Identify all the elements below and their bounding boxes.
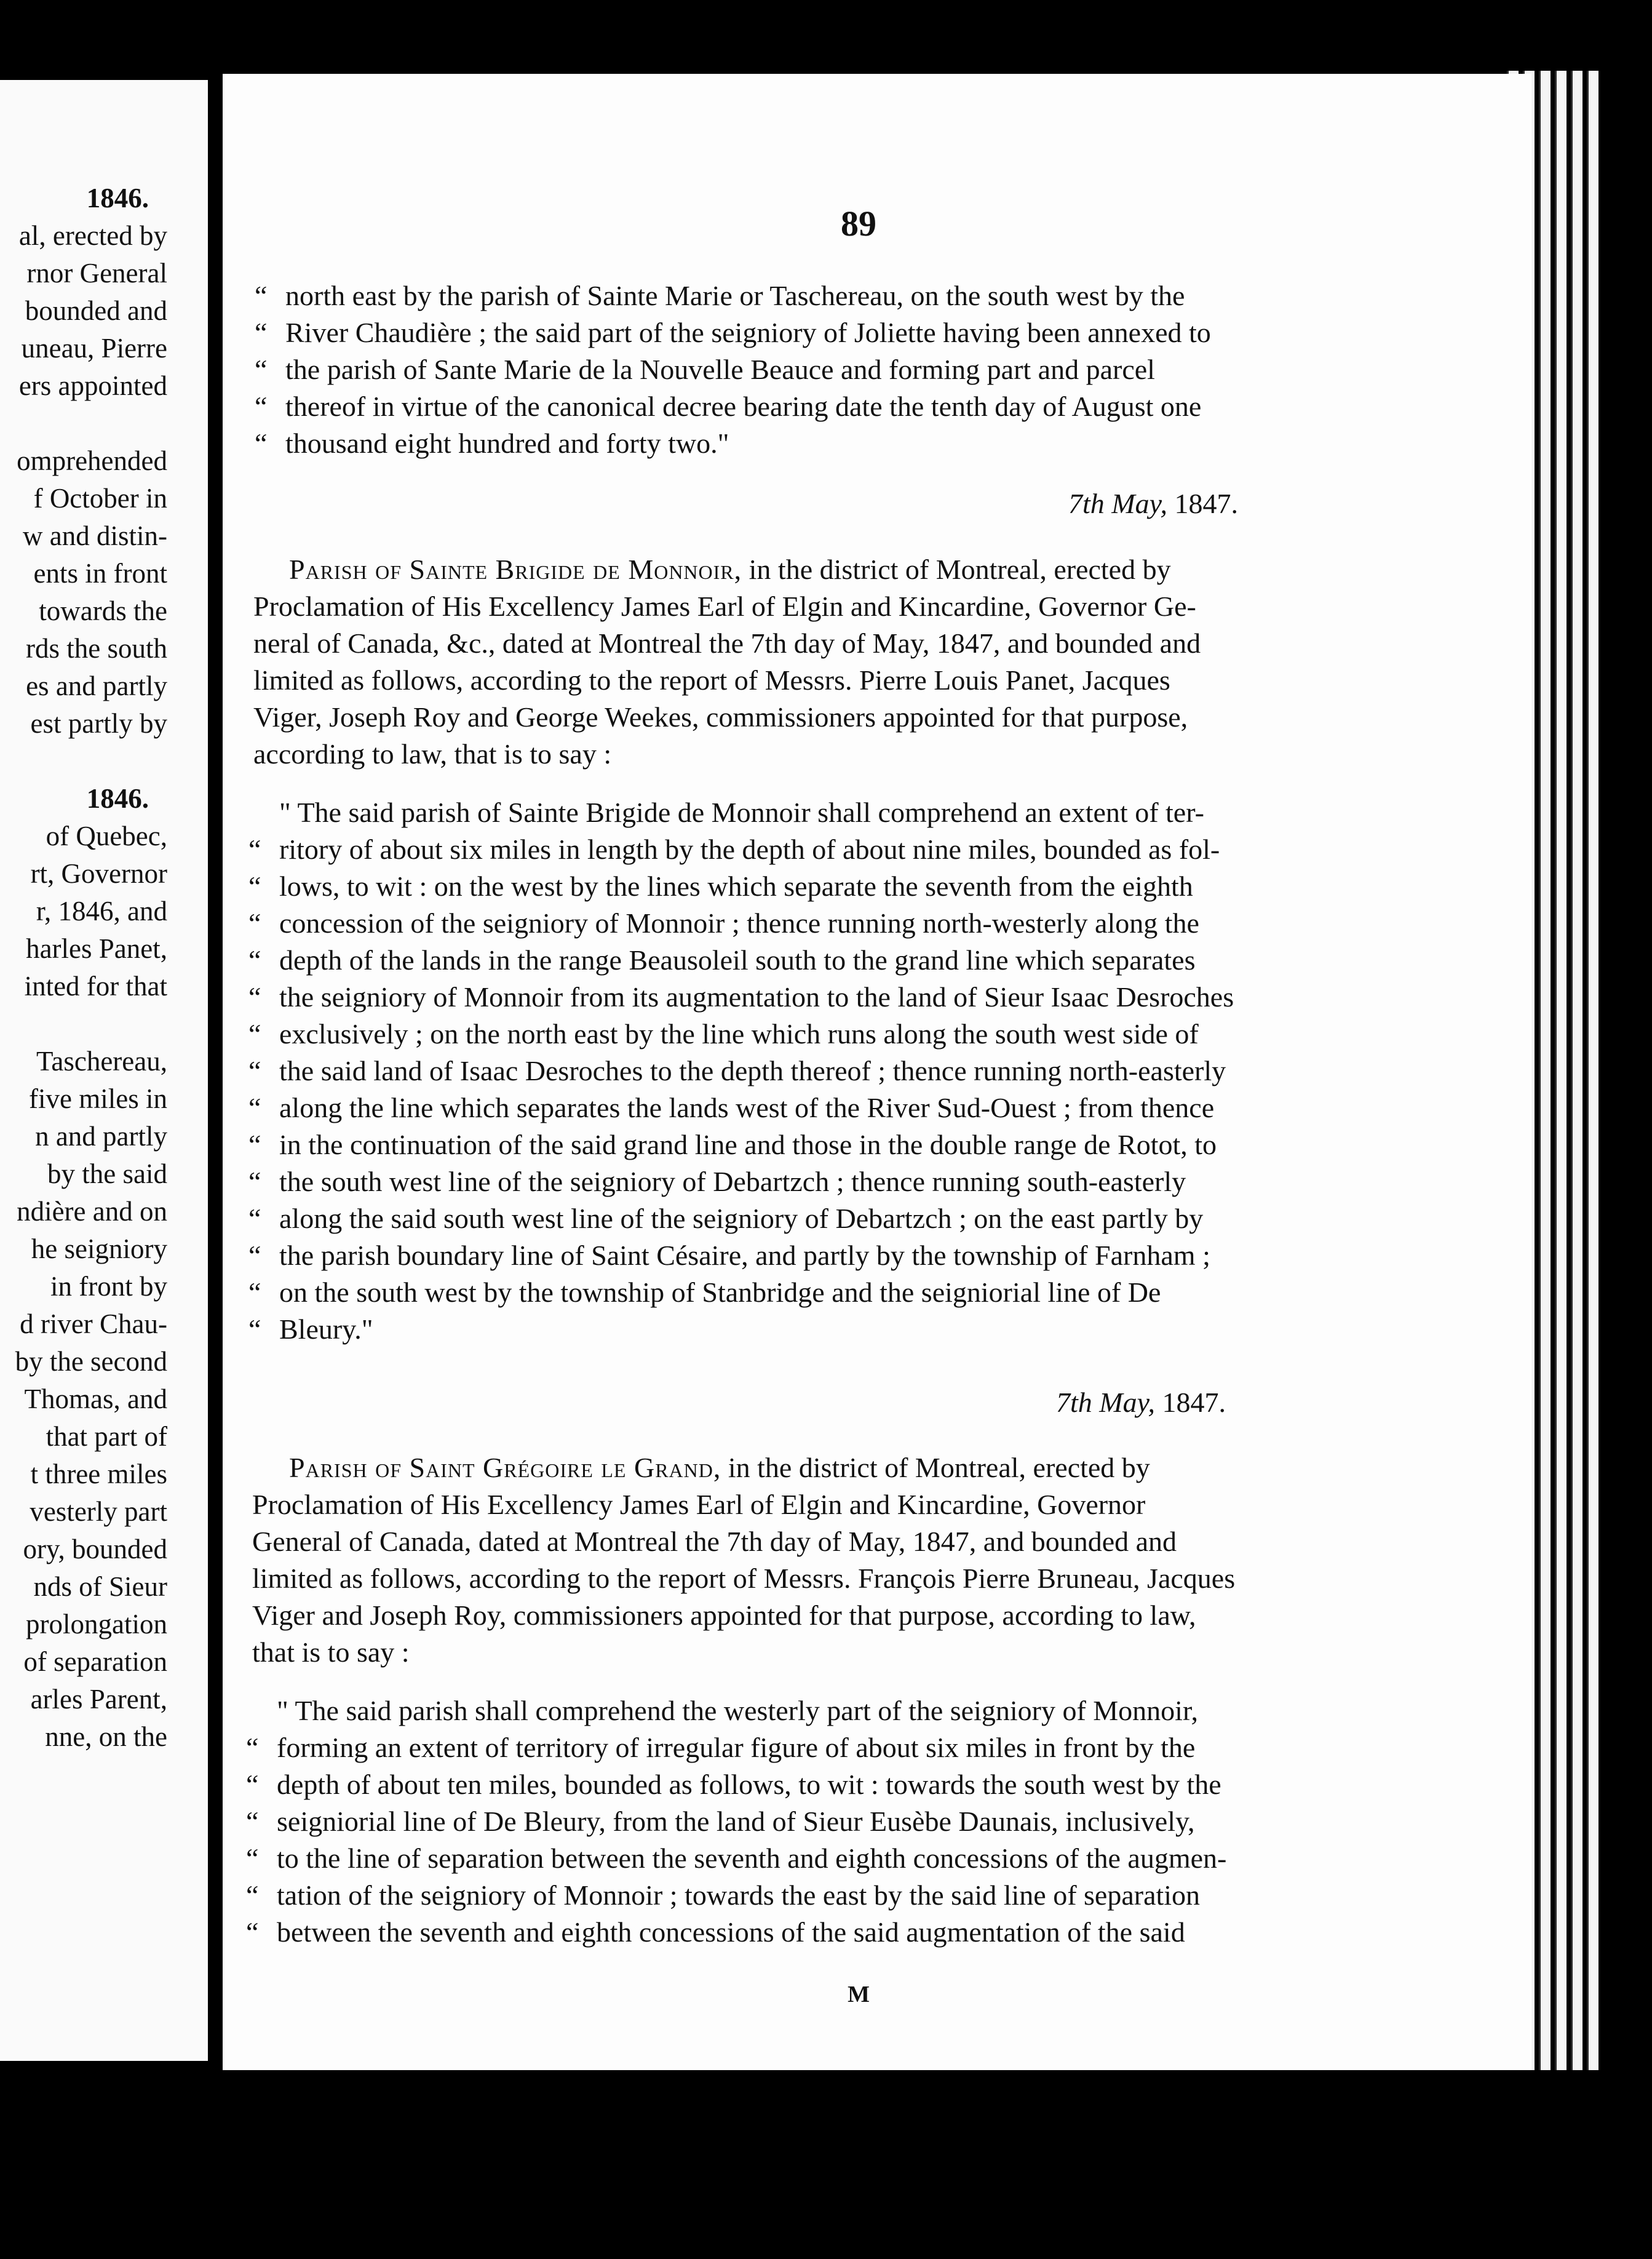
section-text: in the district of Montreal, erected by: [728, 1452, 1150, 1483]
left-page-line: ents in front: [33, 558, 167, 589]
section-text: that is to say :: [252, 1636, 410, 1668]
left-page-line: t three miles: [30, 1459, 167, 1489]
left-page-line: rnor General: [26, 258, 167, 289]
page-number: 89: [841, 204, 876, 244]
quote-line: " The said parish shall comprehend the westerly part of the seigniory of Monnoir,: [277, 1695, 1198, 1726]
section-heading: Parish of Sainte Brigide de Monnoir,: [289, 554, 742, 585]
left-page-line: 1846.: [86, 183, 149, 213]
quote-line: on the south west by the township of Stanbridge and the seigniorial line of De: [279, 1277, 1161, 1308]
left-page-line: by the said: [47, 1158, 167, 1189]
left-page-line: prolongation: [26, 1609, 167, 1639]
section-text: Proclamation of His Excellency James Earl of Elgin and Kincardine, Governor: [252, 1489, 1146, 1520]
quote-line: depth of about ten miles, bounded as follows, to wit : towards the south west by the: [277, 1769, 1221, 1800]
left-page-line: bounded and: [25, 295, 167, 326]
section-text: according to law, that is to say :: [253, 738, 612, 770]
section-text: limited as follows, according to the report of Messrs. François Pierre Bruneau, Jacques: [252, 1563, 1236, 1594]
quote-line: the seigniory of Monnoir from its augmentation to the land of Sieur Isaac Desroches: [279, 981, 1234, 1013]
left-page-line: he seigniory: [31, 1233, 167, 1264]
section-text: Viger and Joseph Roy, commissioners appointed for that purpose, according to law,: [252, 1600, 1196, 1631]
left-page-line: arles Parent,: [30, 1684, 167, 1715]
quote-line: the said land of Isaac Desroches to the depth thereof ; thence running north-easterly: [279, 1055, 1226, 1086]
left-page-line: inted for that: [24, 971, 167, 1002]
left-page-line: nne, on the: [45, 1721, 167, 1752]
left-page-line: rt, Governor: [30, 858, 167, 889]
section-heading: Parish of Saint Grégoire le Grand,: [289, 1452, 721, 1483]
quote-line: lows, to wit : on the west by the lines which separate the seventh from the eighth: [279, 871, 1193, 902]
left-page-line: n and partly: [35, 1121, 167, 1152]
quote-line: depth of the lands in the range Beausoleil south to the grand line which separates: [279, 944, 1196, 976]
page-edge: [1571, 71, 1583, 2070]
document-page: 89 “ north east by the parish of Sainte Marie or Taschereau, on the south west by the “ River Chaudière ; the said part of the seigniory of Joliette having been annexed to “ the parish of Sante Marie de la Nouvelle Beauce and forming part and parcel “ thereof in virtue of the canonical decree bearing date the tenth day of August one “ thousand eight hundred and forty two." 7th May, 1847. Parish of Sainte Brigide de Monnoir, in the district of Montreal, erected by Proclamation of His Excellency James Earl of Elgin and Kincardine, Governor Ge- neral of Canada, &c., dated at Montreal the 7th day of May, 1847, and bounded and limited as follows, according to the report of Messrs. Pierre Louis Panet, Jacques Viger, Joseph Roy and George Weekes, commissioners appointed for that purpose, according to law, that is to say : " The said parish of Sainte Brigide de Monnoir shall comprehend an extent of ter- “ ritory of about six miles in length by the depth of about nine miles, bounded as fol- “ lows, to wit : on the west by the lines which separate the seventh from the eighth “ concession of the seigniory of Monnoir ; thence running north-westerly along the “ depth of the lands in the range Beausoleil south to the grand line which separates “ the seigniory of Monnoir from its augmentation to the land of Sieur Isaac Desroches “ exclusively ; on the north east by the line which runs along the south west side of “ the said land of Isaac Desroches to the depth thereof ; thence running north-easterly “ along the line which separates the lands west of the River Sud-Ouest ; from thence “ in the continuation of the said grand line and those in the double range de Rotot, to “ the south west line of the seigniory of Debartzch ; thence running south-easterly “ along the said south west line of the seigniory of Debartzch ; on the east partly by “ the parish boundary line of Saint Césaire, and partly by the township of Farnham ; “ on the south west by the township of Stanbridge and the seigniorial line of De “ Bleury." 7th May, 1847. Parish of Saint Grégoire le Grand, in the district of Montreal, erected by Proclamation of His Excellency James Earl of Elgin and Kincardine, Governor General of Canada, dated at Montreal the 7th day of May, 1847, and bounded and limited as follows, according to the report of Messrs. François Pierre Bruneau, Jacques Viger and Joseph Roy, commissioners appointed for that purpose, according to law, that is to say : " The said parish shall comprehend the westerly part of the seigniory of Monnoir, “ forming an extent of territory of irregular figure of about six miles in front by the “ depth of about ten miles, bounded as follows, to wit : towards the south west by the “ seigniorial line of De Bleury, from the land of Sieur Eusèbe Daunais, inclusively, “ to the line of separation between the seventh and eighth concessions of the augmen- “ tation of the seigniory of Monnoir ; towards the east by the said line of separation “ between the seventh and eighth concessions of the said augmentation of the said M: [223, 74, 1531, 2070]
left-page-line: by the second: [15, 1346, 167, 1377]
left-page-line: est partly by: [30, 708, 167, 739]
quote-line: tation of the seigniory of Monnoir ; towards the east by the said line of separation: [277, 1879, 1201, 1911]
page-edge: [1539, 71, 1551, 2070]
left-page-line: r, 1846, and: [36, 896, 167, 926]
section-date: 7th May, 1847.: [1068, 488, 1238, 519]
left-page-line: vesterly part: [30, 1496, 167, 1527]
quote-line: in the continuation of the said grand line and those in the double range de Rotot, to: [279, 1129, 1217, 1160]
left-page-line: towards the: [39, 596, 167, 626]
quote-line: the south west line of the seigniory of Debartzch ; thence running south-easterly: [279, 1166, 1186, 1197]
section-text: Proclamation of His Excellency James Earl of Elgin and Kincardine, Governor Ge-: [253, 591, 1196, 622]
page-edge: [1587, 71, 1598, 2070]
section-text: in the district of Montreal, erected by: [749, 554, 1171, 585]
quote-line: concession of the seigniory of Monnoir ; thence running north-westerly along the: [279, 907, 1199, 939]
quote-line: River Chaudière ; the said part of the seigniory of Joliette having been annexed to: [285, 317, 1211, 348]
quote-line: along the line which separates the lands west of the River Sud-Ouest ; from thence: [279, 1092, 1215, 1123]
left-page-line: five miles in: [29, 1083, 167, 1114]
left-page-line: al, erected by: [18, 220, 167, 251]
section-date: 7th May, 1847.: [1056, 1387, 1226, 1418]
previous-page: [0, 80, 208, 2061]
left-page-line: that part of: [46, 1421, 167, 1452]
quote-line: ritory of about six miles in length by the depth of about nine miles, bounded as fol-: [279, 834, 1220, 865]
left-page-line: rds the south: [26, 633, 167, 664]
quote-line: the parish boundary line of Saint Césaire, and partly by the township of Farnham ;: [279, 1240, 1210, 1271]
left-page-line: in front by: [50, 1271, 167, 1302]
quote-line: north east by the parish of Sainte Marie or Taschereau, on the south west by the: [285, 280, 1185, 311]
left-page-line: omprehended: [17, 445, 167, 476]
section-text: limited as follows, according to the report of Messrs. Pierre Louis Panet, Jacques: [253, 664, 1170, 696]
quote-line: seigniorial line of De Bleury, from the land of Sieur Eusèbe Daunais, inclusively,: [277, 1806, 1195, 1837]
left-page-line: nds of Sieur: [33, 1571, 167, 1602]
signature-mark: M: [848, 1982, 870, 2007]
left-page-line: of separation: [23, 1646, 167, 1677]
left-page-line: ers appointed: [18, 370, 167, 401]
quote-line: forming an extent of territory of irregular figure of about six miles in front by the: [277, 1732, 1196, 1763]
left-page-line: uneau, Pierre: [21, 333, 167, 364]
left-page-line: ndière and on: [17, 1196, 167, 1227]
quote-line: thousand eight hundred and forty two.": [285, 428, 729, 459]
left-page-line: ory, bounded: [23, 1534, 167, 1564]
section-text: General of Canada, dated at Montreal the 7th day of May, 1847, and bounded and: [252, 1526, 1177, 1557]
left-page-line: es and partly: [26, 671, 167, 701]
quote-line: " The said parish of Sainte Brigide de Monnoir shall comprehend an extent of ter-: [279, 797, 1204, 828]
left-page-line: f October in: [33, 483, 167, 514]
left-page-line: d river Chau-: [20, 1309, 167, 1339]
quote-line: thereof in virtue of the canonical decree bearing date the tenth day of August one: [285, 391, 1202, 422]
quote-line: Bleury.": [279, 1313, 373, 1345]
left-page-line: harles Panet,: [26, 933, 167, 964]
left-page-line: of Quebec,: [46, 821, 167, 851]
quote-line: the parish of Sante Marie de la Nouvelle Beauce and forming part and parcel: [285, 354, 1155, 385]
section-text: Viger, Joseph Roy and George Weekes, commissioners appointed for that purpose,: [253, 701, 1188, 733]
page-edge: [1555, 71, 1567, 2070]
section-text: neral of Canada, &c., dated at Montreal the 7th day of May, 1847, and bounded and: [253, 628, 1201, 659]
quote-line: exclusively ; on the north east by the line which runs along the south west side of: [279, 1018, 1199, 1050]
left-page-line: Thomas, and: [24, 1384, 167, 1414]
left-page-line: 1846.: [86, 783, 149, 814]
quote-line: between the seventh and eighth concessions of the said augmentation of the said: [277, 1916, 1185, 1948]
quote-line: to the line of separation between the seventh and eighth concessions of the augmen-: [277, 1843, 1227, 1874]
left-page-line: w and distin-: [23, 520, 167, 551]
quote-line: along the said south west line of the seigniory of Debartzch ; on the east partly by: [279, 1203, 1204, 1234]
left-page-line: Taschereau,: [36, 1046, 167, 1077]
